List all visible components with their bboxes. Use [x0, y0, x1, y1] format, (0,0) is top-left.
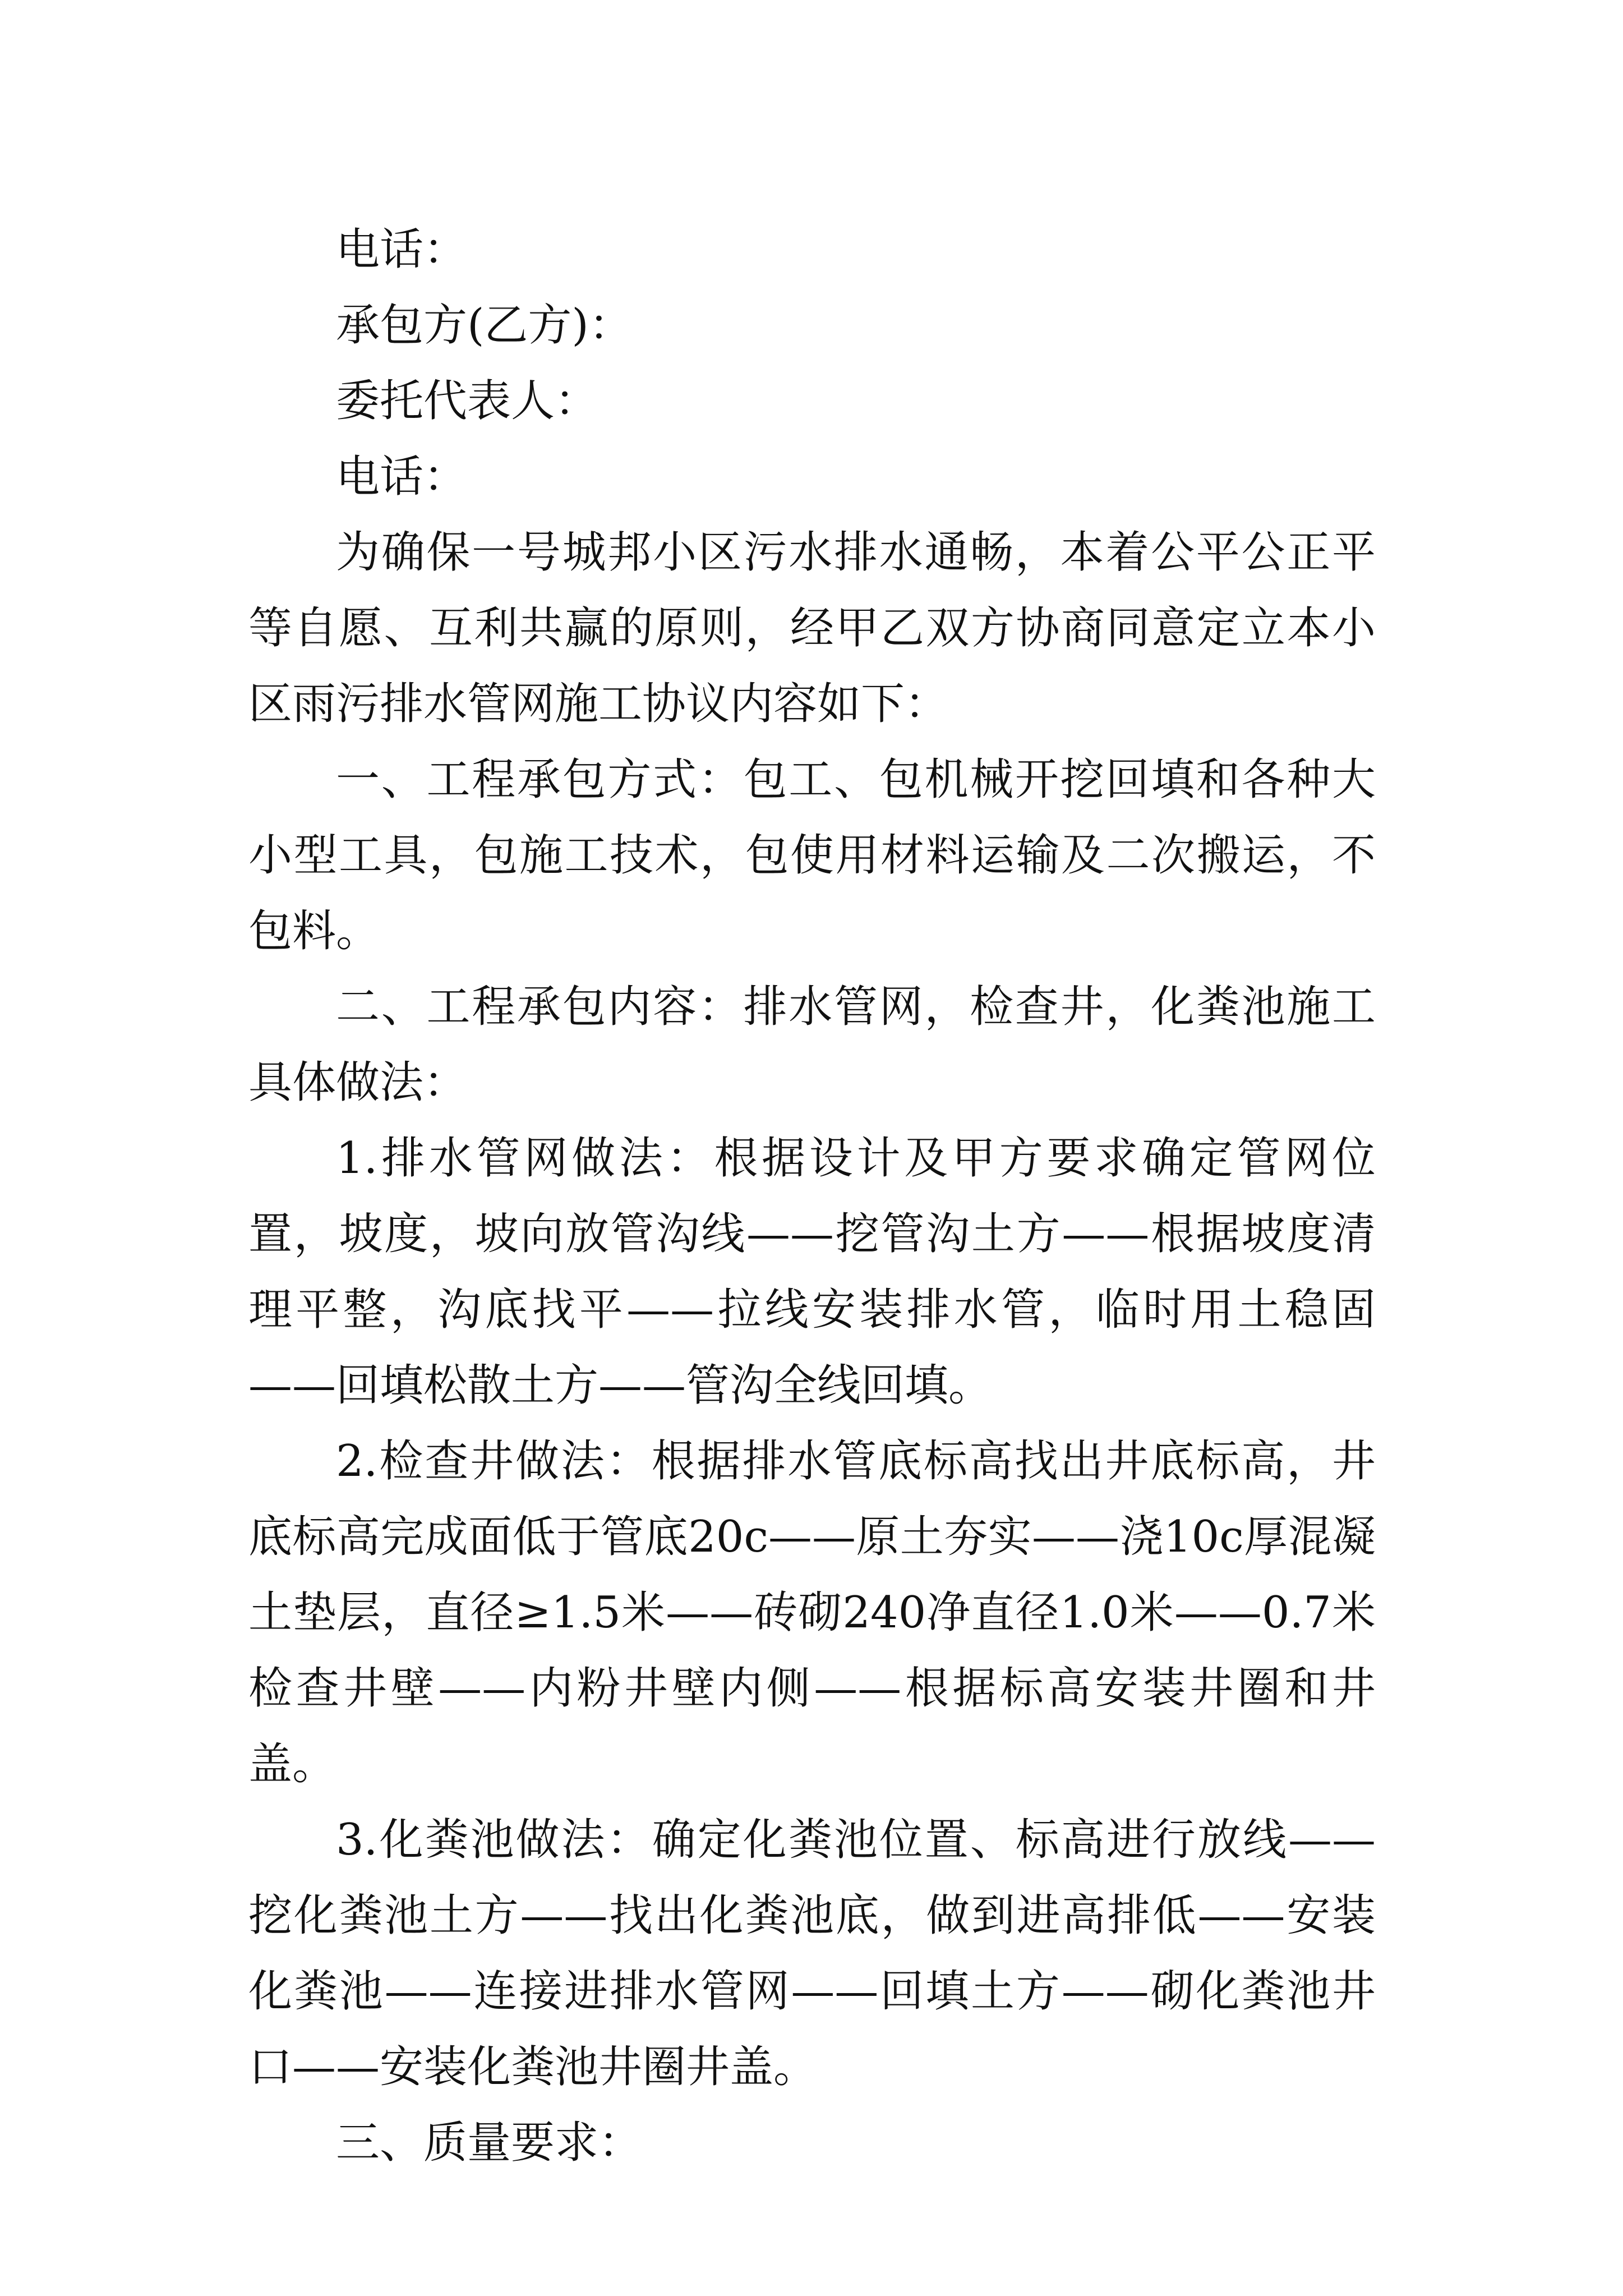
- phone-line-b: 电话：: [336, 452, 468, 502]
- clause-contract-method: 一、工程承包方式：包工、包机械开挖回填和各种大小型工具，包施工技术，包使用材料运输及二次搬运，不包料。: [248, 754, 1376, 956]
- document-body: [248, 212, 1376, 2181]
- clause-quality-requirements: 三、质量要求：: [336, 2118, 643, 2168]
- item-drainage-pipe: 1.排水管网做法：根据设计及甲方要求确定管网位置，坡度，坡向放管沟线——挖管沟土方——根据坡度清理平整，沟底找平——拉线安装排水管，临时用土稳固——回填松散土方——管沟全线回填。: [248, 1133, 1376, 1411]
- phone-line-a: 电话：: [336, 224, 468, 275]
- item-septic-tank: 3.化粪池做法：确定化粪池位置、标高进行放线——挖化粪池土方——找出化粪池底，做到进高排低——安装化粪池——连接进排水管网——回填土方——砌化粪池井口——安装化粪池井圈井盖。: [248, 1815, 1376, 2092]
- contractor-line: 承包方(乙方)：: [336, 300, 633, 351]
- clause-contract-content: 二、工程承包内容：排水管网，检查井，化粪池施工具体做法：: [248, 982, 1376, 1108]
- intro-paragraph: 为确保一号城邦小区污水排水通畅，本着公平公正平等自愿、互利共赢的原则，经甲乙双方协商同意定立本小区雨污排水管网施工协议内容如下：: [248, 527, 1376, 729]
- representative-line: 委托代表人：: [336, 376, 599, 426]
- item-inspection-well: 2.检查井做法：根据排水管底标高找出井底标高，井底标高完成面低于管底20c——原土夯实——浇10c厚混凝土垫层，直径≥1.5米——砖砌240净直径1.0米——0.7米检查井壁——内粉井壁内侧——根据标高安装井圈和井盖。: [248, 1436, 1376, 1789]
